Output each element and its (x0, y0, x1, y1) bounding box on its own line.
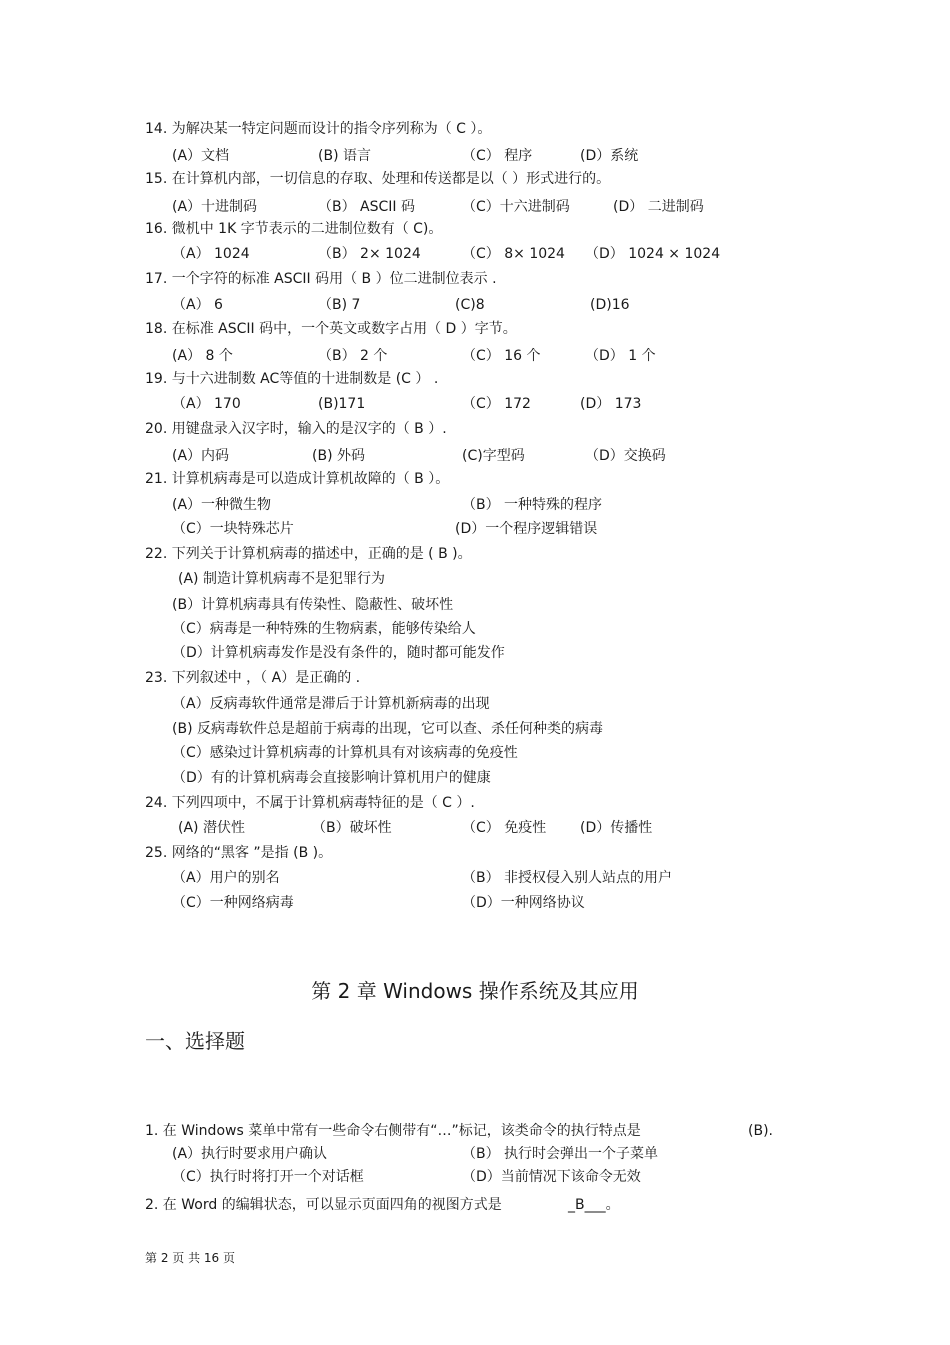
option-text: （D）一种网络协议 (462, 895, 585, 911)
question-line: 1. 在 Windows 菜单中常有一些命令右侧带有“…”标记，该类命令的执行特点是 (145, 1123, 641, 1139)
question-line: 25. 网络的“黑客 ”是指 (B )。 (145, 845, 333, 861)
question-line: （D）计算机病毒发作是没有条件的，随时都可能发作 (172, 645, 505, 661)
question-line: (A）内码 (172, 448, 230, 464)
option-text: (B)171 (318, 396, 366, 412)
option-text: （C） 172 (462, 396, 531, 412)
question-line: 23. 下列叙述中 ，（ A）是正确的 . (145, 670, 361, 686)
question-line: （A） 6 (172, 297, 223, 313)
section-title: 一、选择题 (145, 1029, 245, 1053)
question-line: (A）执行时要求用户确认 (172, 1146, 328, 1162)
option-text: (D）一个程序逻辑错误 (455, 521, 598, 537)
option-text: (B). (748, 1123, 773, 1139)
question-line: （C）执行时将打开一个对话框 (172, 1169, 364, 1185)
question-line: 17. 一个字符的标准 ASCII 码用（ B ）位二进制位表示 . (145, 271, 497, 287)
question-line: (A） 8 个 (172, 348, 233, 364)
option-text: （B） 非授权侵入别人站点的用户 (462, 870, 673, 886)
option-text: （C） 8× 1024 (462, 246, 565, 262)
question-line: 15. 在计算机内部，一切信息的存取、处理和传送都是以（ ）形式进行的。 (145, 171, 611, 187)
option-text: （C）十六进制码 (462, 199, 570, 215)
option-text: (D） 173 (580, 396, 642, 412)
question-line: (B) 反病毒软件总是超前于病毒的出现，它可以查、杀任何种类的病毒 (172, 721, 603, 737)
question-line: (A) 潜伏性 (178, 820, 245, 836)
option-text: (C)字型码 (462, 448, 525, 464)
option-text: (B) 语言 (318, 148, 371, 164)
question-line: 2. 在 Word 的编辑状态，可以显示页面四角的视图方式是 (145, 1197, 502, 1213)
question-line: 21. 计算机病毒是可以造成计算机故障的（ B ）。 (145, 471, 450, 487)
question-line: 19. 与十六进制数 AC等值的十进制数是 (C ） . (145, 371, 439, 387)
option-text: （C） 16 个 (462, 348, 541, 364)
option-text: (C)8 (455, 297, 485, 313)
question-line: （A） 170 (172, 396, 241, 412)
page-footer: 第 2 页 共 16 页 (145, 1251, 235, 1265)
question-line: (A）一种微生物 (172, 497, 272, 513)
question-line: 24. 下列四项中，不属于计算机病毒特征的是（ C ）. (145, 795, 475, 811)
option-text: （D） 1024 × 1024 (585, 246, 721, 262)
option-text: (D）系统 (580, 148, 639, 164)
question-line: 22. 下列关于计算机病毒的描述中，正确的是 ( B )。 (145, 546, 472, 562)
option-text: （B） 一种特殊的程序 (462, 497, 603, 513)
question-line: 18. 在标准 ASCII 码中，一个英文或数字占用（ D ）字节。 (145, 321, 517, 337)
option-text: （B） 2 个 (318, 348, 388, 364)
option-text: （C） 程序 (462, 148, 533, 164)
question-line: (A）十进制码 (172, 199, 258, 215)
question-line: 14. 为解决某一特定问题而设计的指令序列称为（ C ）。 (145, 121, 492, 137)
option-text: _B___。 (568, 1197, 620, 1213)
option-text: （B） 2× 1024 (318, 246, 421, 262)
option-text: （D）当前情况下该命令无效 (462, 1169, 641, 1185)
question-line: （D）有的计算机病毒会直接影响计算机用户的健康 (172, 770, 491, 786)
question-line: （C）一块特殊芯片 (172, 521, 294, 537)
question-line: (B）计算机病毒具有传染性、隐蔽性、破坏性 (172, 597, 454, 613)
question-line: （C）感染过计算机病毒的计算机具有对该病毒的免疫性 (172, 745, 518, 761)
option-text: (D） 二进制码 (613, 199, 704, 215)
option-text: (D)16 (590, 297, 630, 313)
question-line: （A）反病毒软件通常是滞后于计算机新病毒的出现 (172, 696, 490, 712)
question-line: (A）文档 (172, 148, 230, 164)
option-text: (D）传播性 (580, 820, 653, 836)
option-text: （D）交换码 (585, 448, 666, 464)
option-text: （D） 1 个 (585, 348, 656, 364)
option-text: （B) 7 (318, 297, 361, 313)
question-line: (A) 制造计算机病毒不是犯罪行为 (178, 571, 385, 587)
option-text: (B) 外码 (312, 448, 365, 464)
question-line: （A） 1024 (172, 246, 250, 262)
question-line: 20. 用键盘录入汉字时，输入的是汉字的（ B ）. (145, 421, 447, 437)
question-line: （C）病毒是一种特殊的生物病素，能够传染给人 (172, 621, 476, 637)
question-line: （C）一种网络病毒 (172, 895, 294, 911)
chapter-title: 第 2 章 Windows 操作系统及其应用 (311, 979, 639, 1003)
question-line: 16. 微机中 1K 字节表示的二进制位数有（ C)。 (145, 221, 443, 237)
question-line: （A）用户的别名 (172, 870, 280, 886)
option-text: （B） ASCII 码 (318, 199, 416, 215)
option-text: （C） 免疫性 (462, 820, 547, 836)
option-text: （B） 执行时会弹出一个子菜单 (462, 1146, 659, 1162)
option-text: （B）破坏性 (312, 820, 392, 836)
